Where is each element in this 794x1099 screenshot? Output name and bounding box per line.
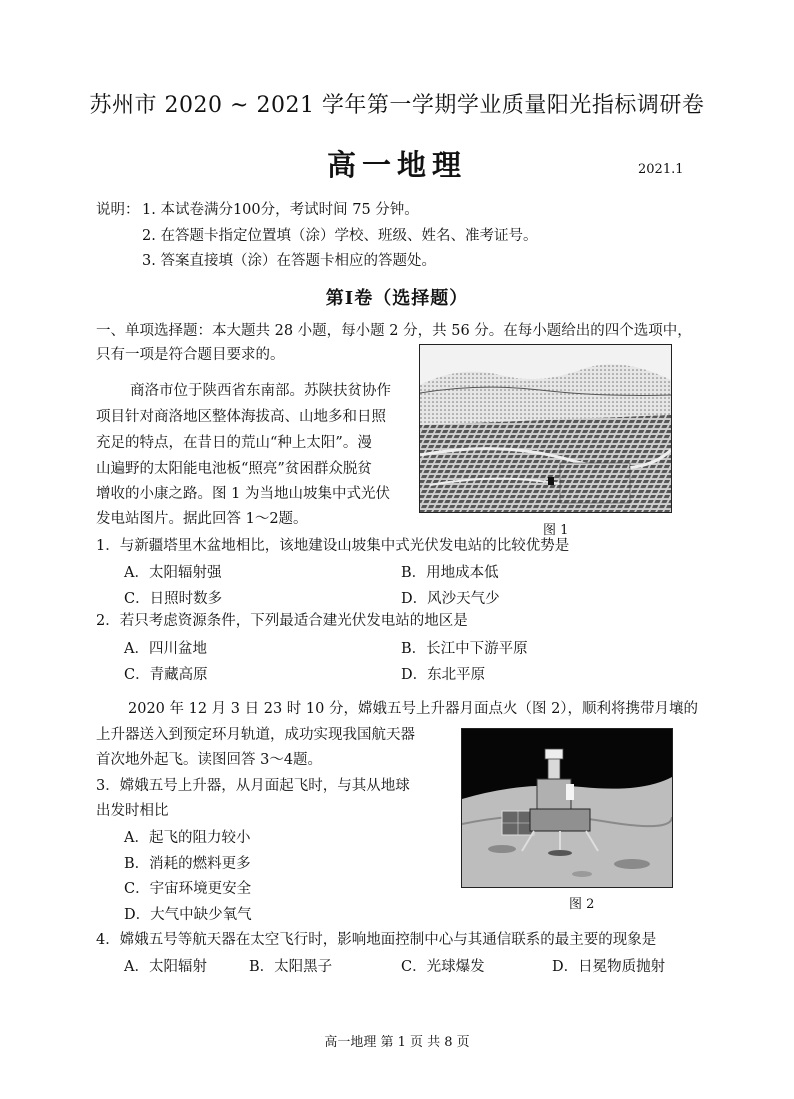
q3-stem-line-2: 出发时相比 xyxy=(96,803,169,819)
instruction-item-2: 2. 在答题卡指定位置填（涂）学校、班级、姓名、准考证号。 xyxy=(142,228,538,244)
q1-option-a: A．太阳辐射强 xyxy=(124,565,222,581)
passage1-line-6: 发电站图片。据此回答 1～2题。 xyxy=(96,511,308,527)
figure-1-solar-photo xyxy=(419,344,672,513)
q2-stem: 2．若只考虑资源条件，下列最适合建光伏发电站的地区是 xyxy=(96,613,468,629)
q2-option-d: D．东北平原 xyxy=(401,667,486,683)
q4-option-c: C．光球爆发 xyxy=(401,959,485,975)
q1-option-b: B．用地成本低 xyxy=(401,565,499,581)
passage2-line-3: 首次地外起飞。读图回答 3～4题。 xyxy=(96,752,323,768)
passage2-line-2: 上升器送入到预定环月轨道，成功实现我国航天器 xyxy=(96,727,415,743)
page-footer: 高一地理 第 1 页 共 8 页 xyxy=(324,1035,470,1050)
passage1-line-1: 商洛市位于陕西省东南部。苏陕扶贫协作 xyxy=(130,383,391,399)
q2-option-b: B．长江中下游平原 xyxy=(401,641,528,657)
subject-title: 高一地理 xyxy=(326,148,467,182)
q3-stem-line-1: 3．嫦娥五号上升器，从月面起飞时，与其从地球 xyxy=(96,778,410,794)
q1-option-d: D．风沙天气少 xyxy=(401,591,500,607)
q2-option-a: A．四川盆地 xyxy=(124,641,207,657)
solar-farm-illustration xyxy=(420,345,671,512)
instruction-item-3: 3. 答案直接填（涂）在答题卡相应的答题处。 xyxy=(142,253,436,269)
exam-date: 2021.1 xyxy=(638,162,684,177)
q4-option-a: A．太阳辐射 xyxy=(124,959,207,975)
q3-option-d: D．大气中缺少氧气 xyxy=(124,907,252,923)
instructions-prefix: 说明： xyxy=(96,202,140,218)
q3-option-c: C．宇宙环境更安全 xyxy=(124,881,252,897)
part-one-line-2: 只有一项是符合题目要求的。 xyxy=(96,347,285,363)
exam-title: 苏州市 2020 ~ 2021 学年第一学期学业质量阳光指标调研卷 xyxy=(89,93,705,118)
part-one-line-1: 一、单项选择题：本大题共 28 小题，每小题 2 分，共 56 分。在每小题给出的四个选项中， xyxy=(96,323,692,339)
q1-stem: 1．与新疆塔里木盆地相比，该地建设山坡集中式光伏发电站的比较优势是 xyxy=(96,538,570,554)
section-title: 第Ⅰ卷（选择题） xyxy=(325,288,469,309)
q3-option-a: A．起飞的阻力较小 xyxy=(124,830,251,846)
lunar-lander-illustration xyxy=(462,729,672,887)
q4-option-b: B．太阳黑子 xyxy=(249,959,333,975)
passage1-line-3: 充足的特点，在昔日的荒山“种上太阳”。漫 xyxy=(96,435,372,451)
q4-stem: 4．嫦娥五号等航天器在太空飞行时，影响地面控制中心与其通信联系的最主要的现象是 xyxy=(96,932,657,948)
passage1-line-5: 增收的小康之路。图 1 为当地山坡集中式光伏 xyxy=(96,486,390,502)
q3-option-b: B．消耗的燃料更多 xyxy=(124,856,251,872)
q4-option-d: D．日冕物质抛射 xyxy=(552,959,666,975)
q2-option-c: C．青藏高原 xyxy=(124,667,208,683)
instruction-item-1: 1. 本试卷满分100分，考试时间 75 分钟。 xyxy=(142,202,419,218)
passage2-line-1: 2020 年 12 月 3 日 23 时 10 分，嫦娥五号上升器月面点火（图 2），顺利将携带月壤的 xyxy=(128,701,699,717)
passage1-line-2: 项目针对商洛地区整体海拔高、山地多和日照 xyxy=(96,409,386,425)
figure-1-label: 图 1 xyxy=(543,523,569,538)
passage1-line-4: 山遍野的太阳能电池板“照亮”贫困群众脱贫 xyxy=(96,461,372,477)
figure-2-label: 图 2 xyxy=(569,897,595,912)
q1-option-c: C．日照时数多 xyxy=(124,591,223,607)
figure-2-lunar-photo xyxy=(461,728,673,888)
